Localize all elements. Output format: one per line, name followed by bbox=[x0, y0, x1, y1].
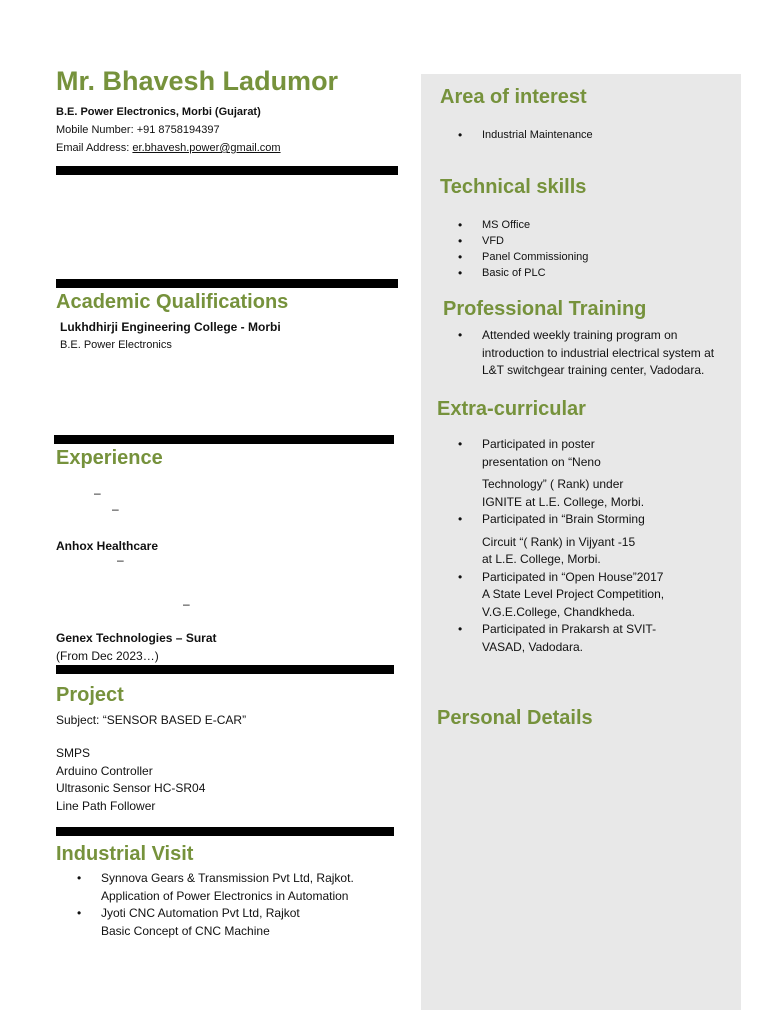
divider-rule bbox=[54, 435, 394, 444]
extra-curricular-heading: Extra-curricular bbox=[437, 398, 586, 420]
dash-mark: – bbox=[117, 553, 124, 567]
project-item-list bbox=[56, 745, 205, 815]
list-item: • Participated in Prakarsh at SVIT- VASAD, Vadodara. bbox=[458, 621, 728, 656]
list-item: • MS Office bbox=[458, 217, 588, 233]
email-label: Email Address: bbox=[56, 142, 133, 154]
industrial-visit-heading: Industrial Visit bbox=[56, 843, 194, 865]
list-item: • Synnova Gears & Transmission Pvt Ltd, Rajkot. Application of Power Electronics in Automation bbox=[77, 870, 407, 905]
list-item: • Panel Commissioning bbox=[458, 249, 588, 265]
professional-training-list bbox=[458, 327, 738, 380]
academic-heading: Academic Qualifications bbox=[56, 291, 289, 313]
company-genex-period: (From Dec 2023…) bbox=[56, 649, 159, 663]
project-item: Arduino Controller bbox=[56, 763, 153, 778]
mobile-label: Mobile Number: bbox=[56, 124, 137, 136]
project-heading: Project bbox=[56, 684, 124, 706]
dash-mark: – bbox=[183, 597, 190, 611]
area-of-interest-list bbox=[458, 127, 593, 143]
dash-mark: – bbox=[112, 502, 119, 516]
email-link[interactable]: er.bhavesh.power@gmail.com bbox=[132, 142, 281, 154]
list-item: • Participated in “Open House”2017 A State Level Project Competition, V.G.E.College, Chandkheda. bbox=[458, 569, 728, 622]
area-of-interest-heading: Area of interest bbox=[440, 86, 587, 108]
divider-rule bbox=[56, 827, 394, 836]
divider-rule bbox=[56, 665, 394, 674]
project-item: SMPS bbox=[56, 746, 91, 760]
list-item: • Industrial Maintenance bbox=[458, 127, 593, 143]
mobile-number: +91 8758194397 bbox=[136, 124, 220, 136]
list-item: • VFD bbox=[458, 233, 588, 249]
list-item: • Participated in poster presentation on “Neno Technology” ( Rank) under IGNITE at L.E. College, Morbi. bbox=[458, 436, 728, 511]
subject-value: “SENSOR BASED E-CAR” bbox=[102, 713, 247, 727]
company-anhox: Anhox Healthcare bbox=[56, 539, 159, 553]
technical-skills-heading: Technical skills bbox=[440, 176, 587, 198]
technical-skills-list bbox=[458, 217, 588, 281]
degree-line: B.E. Power Electronics, Morbi (Gujarat) bbox=[56, 106, 261, 118]
industrial-visit-list bbox=[77, 870, 407, 940]
personal-details-heading: Personal Details bbox=[437, 707, 593, 729]
subject-label: Subject: bbox=[56, 713, 103, 727]
email-line bbox=[56, 139, 281, 157]
college-name: Lukhdhirji Engineering College - Morbi bbox=[60, 320, 281, 334]
divider-rule bbox=[56, 166, 398, 175]
dash-mark: – bbox=[94, 486, 101, 500]
experience-heading: Experience bbox=[56, 447, 163, 469]
list-item: • Basic of PLC bbox=[458, 265, 588, 281]
course-name: B.E. Power Electronics bbox=[60, 339, 172, 351]
candidate-name: Mr. Bhavesh Ladumor bbox=[56, 66, 339, 96]
company-genex: Genex Technologies – Surat bbox=[56, 631, 217, 645]
project-item: Ultrasonic Sensor HC-SR04 bbox=[56, 781, 206, 795]
professional-training-heading: Professional Training bbox=[443, 298, 647, 320]
mobile-line bbox=[56, 121, 220, 139]
project-subject bbox=[56, 711, 246, 729]
extra-curricular-list bbox=[458, 436, 728, 656]
list-item: • Attended weekly training program on introduction to industrial electrical system at L&T switchgear training center, Vadodara. bbox=[458, 327, 738, 380]
project-item: Line Path Follower bbox=[56, 798, 156, 813]
list-item: • Jyoti CNC Automation Pvt Ltd, Rajkot Basic Concept of CNC Machine bbox=[77, 905, 407, 940]
divider-rule bbox=[56, 279, 398, 288]
list-item: • Participated in “Brain Storming Circuit “( Rank) in Vijyant -15 at L.E. College, Morbi. bbox=[458, 511, 728, 569]
